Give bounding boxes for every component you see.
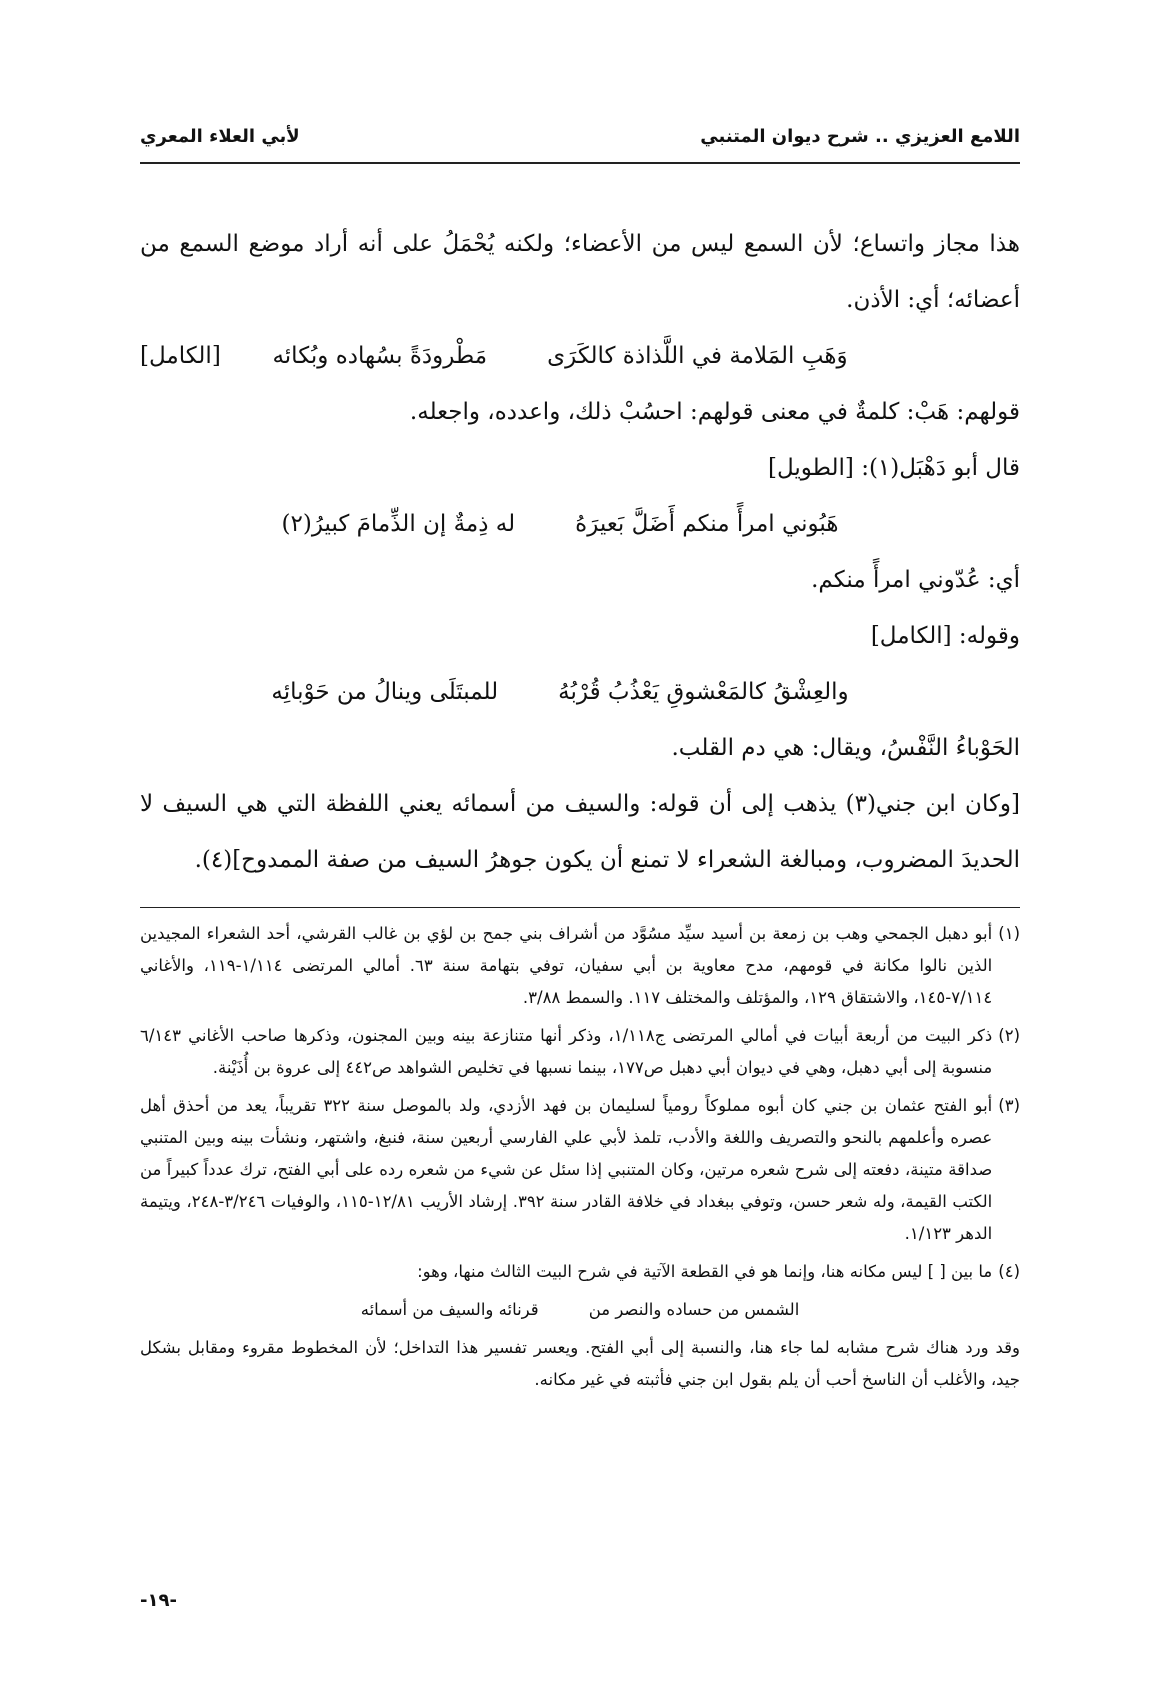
- footnote-4-continuation: وقد ورد هناك شرح مشابه لما جاء هنا، والنسبة إلى أبي الفتح. ويعسر تفسير هذا التداخل؛ لأن المخطوط مقروء ومقابل بشكل جيد، والأغلب أن الناسخ أحب أن يلم بقول ابن جني فأثبته في غير مكانه.: [140, 1338, 1020, 1389]
- footnote-verse-hemistich-1: الشمس من حساده والنصر من: [588, 1300, 800, 1319]
- footnote-number: (٤): [998, 1262, 1020, 1281]
- verse-2-hemistich-2: له ذِمةٌ إن الذِّمامَ كبيرُ(٢): [281, 511, 516, 537]
- footnote-number: (١): [998, 924, 1020, 943]
- footnote-verse-hemistich-2: قرنائه والسيف من أسمائه: [360, 1300, 539, 1319]
- footnote-text: أبو دهبل الجمحي وهب بن زمعة بن أسيد سيِّد مسُوَّد من أشراف بني جمح بن لؤي بن غالب القرشي، أحد الشعراء المجيدين الذين نالوا مكانة في قومهم، مدح معاوية بن أبي سفيان، توفي بتهامة سنة ٦٣. أمالي المرتضى ١/١١٤-١١٩، والأغاني ٧/١١٤-١٤٥، والاشتقاق ١٢٩، والمؤتلف والمختلف ١١٧. والسمط ٣/٨٨.: [140, 924, 993, 1007]
- main-text: [140, 216, 1020, 888]
- footnote-1: [140, 918, 1020, 1014]
- footnote-number: (٣): [998, 1096, 1020, 1115]
- footnote-text: أبو الفتح عثمان بن جني كان أبوه مملوكاً رومياً لسليمان بن فهد الأزدي، ولد بالموصل سنة ٣٢٢ تقريباً، يعد من أحذق أهل عصره وأعلمهم بالنحو والتصريف واللغة والأدب، تلمذ لأبي علي الفارسي أربعين سنة، فنبغ، واشتهر، ونشأت بينه وبين المتنبي صداقة متينة، دفعته إلى شرح شعره مرتين، وكان المتنبي إذا سئل عن شيء من شعره رده على أبي الفتح، ترك عدداً كبيراً من الكتب القيمة، وله شعر حسن، وتوفي ببغداد في خلافة القادر سنة ٣٩٢. إرشاد الأريب ١٢/٨١-١١٥، والوفيات ٣/٢٤٦-٢٤٨، ويتيمة الدهر ١/١٢٣.: [140, 1096, 993, 1243]
- footnote-3: [140, 1090, 1020, 1250]
- footnote-2: [140, 1020, 1020, 1084]
- footnote-separator: [140, 907, 1020, 908]
- footnote-4: [140, 1256, 1020, 1288]
- footnote-text: ما بين [ ] ليس مكانه هنا، وإنما هو في القطعة الآتية في شرح البيت الثالث منها، وهو:: [417, 1262, 993, 1281]
- header-author: لأبي العلاء المعري: [140, 126, 300, 147]
- paragraph-1: هذا مجاز واتساع؛ لأن السمع ليس من الأعضاء؛ ولكنه يُحْمَلُ على أنه أراد موضع السمع من أعضائه؛ أي: الأذن.: [140, 231, 1020, 313]
- verse-3: [140, 664, 1020, 720]
- verse-1-meter: [الكامل]: [140, 343, 221, 369]
- verse-3-hemistich-1: والعِشْقُ كالمَعْشوقِ يَعْذُبُ قُرْبُهُ: [558, 679, 849, 705]
- footnote-number: (٢): [998, 1026, 1020, 1045]
- verse-1: [140, 328, 1020, 384]
- paragraph-7: [وكان ابن جني(٣) يذهب إلى أن قوله: والسيف من أسمائه يعني اللفظة التي هي السيف لا الحديدَ المضروب، ومبالغة الشعراء لا تمنع أن يكون جوهرُ السيف من صفة الممدوح](٤).: [140, 791, 1020, 873]
- footnote-4-verse: [140, 1294, 1020, 1326]
- verse-3-hemistich-2: للمبتَلَى وينالُ من حَوْبائِه: [271, 679, 499, 705]
- paragraph-6: الحَوْباءُ النَّفْسُ، ويقال: هي دم القلب.: [671, 735, 1020, 761]
- footnotes: [140, 918, 1020, 1396]
- header-book-title: اللامع العزيزي .. شرح ديوان المتنبي: [700, 126, 1020, 147]
- verse-2: [140, 496, 1020, 552]
- verse-1-hemistich-1: وَهَبِ المَلامة في اللَّذاذة كالكَرَى: [547, 343, 848, 369]
- paragraph-4: أي: عُدّوني امرأً منكم.: [811, 567, 1020, 593]
- paragraph-5: وقوله: [الكامل]: [870, 623, 1020, 649]
- running-header: [140, 126, 1020, 164]
- verse-1-hemistich-2: مَطْرودَةً بسُهاده وبُكائه: [272, 343, 488, 369]
- verse-2-hemistich-1: هَبُوني امرأً منكم أَضَلَّ بَعيرَهُ: [575, 511, 839, 537]
- paragraph-2: قولهم: هَبْ: كلمةٌ في معنى قولهم: احسُبْ ذلك، واعدده، واجعله.: [409, 399, 1020, 425]
- footnote-text: ذكر البيت من أربعة أبيات في أمالي المرتضى ج١/١١٨، وذكر أنها متنازعة بينه وبين المجنون، وذكرها صاحب الأغاني ٦/١٤٣ منسوبة إلى أبي دهبل، وهي في ديوان أبي دهبل ص١٧٧، بينما نسبها في تخليص الشواهد ص٤٤٢ إلى عروة بن أُذَيْنة.: [140, 1026, 993, 1077]
- paragraph-3: قال أبو دَهْبَل(١): [الطويل]: [767, 455, 1020, 481]
- page-number: -١٩-: [140, 1590, 177, 1611]
